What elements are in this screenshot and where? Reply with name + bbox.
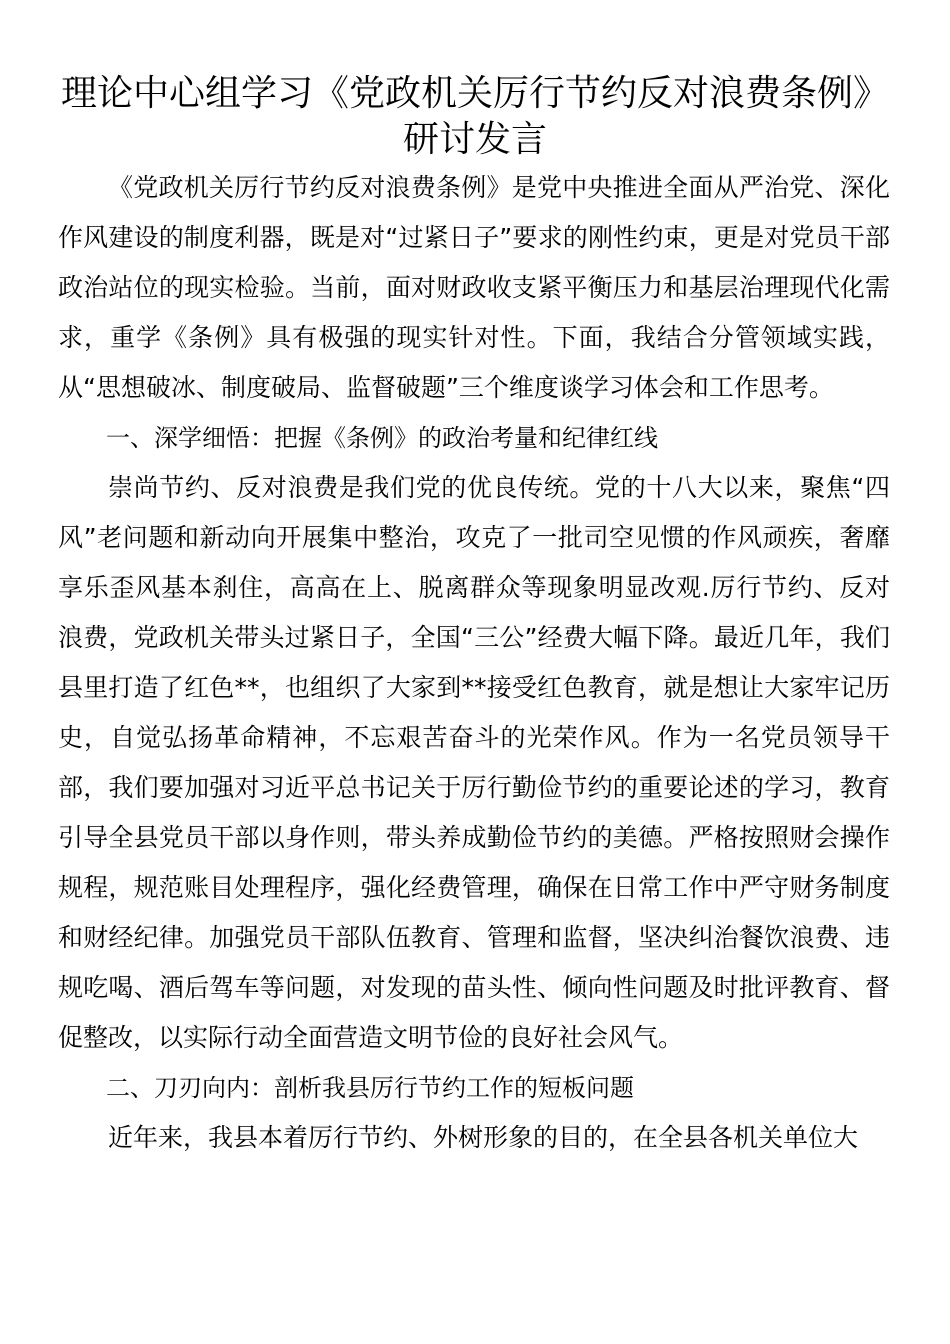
paragraph-section-2: 近年来，我县本着厉行节约、外树形象的目的，在全县各机关单位大 xyxy=(108,1123,859,1152)
paragraph-intro: 《党政机关厉行节约反对浪费条例》是党中央推进全面从严治党、深化作风建设的制度利器，既是对“过紧日子”要求的刚性约束，更是对党员干部政治站位的现实检验。当前，面对财政收支紧平衡压力和基层治理现代化需求，重学《条例》具有极强的现实针对性。下面，我结合分管领域实践，从“思想破冰、制度破局、监督破题”三个维度谈学习体会和工作思考。 xyxy=(58,173,890,402)
document-body xyxy=(58,163,890,1163)
document-title-line-2: 研讨发言 xyxy=(402,119,547,160)
paragraph-section-1: 崇尚节约、反对浪费是我们党的优良传统。党的十八大以来，聚焦“四风”老问题和新动向开展集中整治，攻克了一批司空见惯的作风顽疾，奢靡享乐歪风基本刹住，高高在上、脱离群众等现象明显改观.厉行节约、反对浪费，党政机关带头过紧日子，全国“三公”经费大幅下降。最近几年，我们县里打造了红色**，也组织了大家到**接受红色教育，就是想让大家牢记历史，自觉弘扬革命精神，不忘艰苦奋斗的光荣作风。作为一名党员领导干部，我们要加强对习近平总书记关于厉行勤俭节约的重要论述的学习，教育引导全县党员干部以身作则，带头养成勤俭节约的美德。严格按照财会操作规程，规范账目处理程序，强化经费管理，确保在日常工作中严守财务制度和财经纪律。加强党员干部队伍教育、管理和监督，坚决纠治餐饮浪费、违规吃喝、酒后驾车等问题，对发现的苗头性、倾向性问题及时批评教育、督促整改，以实际行动全面营造文明节俭的良好社会风气。 xyxy=(58,473,890,1052)
section-heading-2: 二、刀刃向内：剖析我县厉行节约工作的短板问题 xyxy=(106,1074,634,1102)
section-heading-1: 一、深学细悟：把握《条例》的政治考量和纪律红线 xyxy=(106,424,658,452)
document-title-line-1: 理论中心组学习《党政机关厉行节约反对浪费条例》 xyxy=(60,73,889,114)
